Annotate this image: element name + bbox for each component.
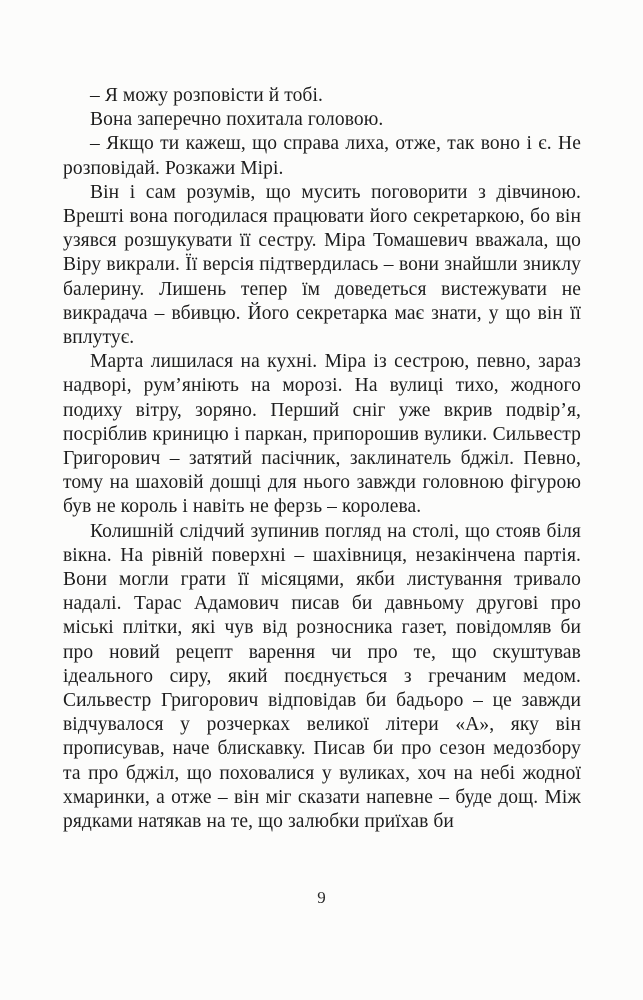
paragraph: Вона заперечно похитала головою. (90, 109, 384, 131)
paragraph: – Я можу розповісти й тобі. (90, 85, 323, 106)
paragraph: Колишній слідчий зупинив погляд на столі, що стояв біля вікна. На рівній поверхні – шахівниця, незакінчена партія. Вони могли грати її місяцями, якби листування тривало надалі. Тарас Адамович писав би давньому другові про міські плітки, які чув від розносника газет, повідомляв би про новий рецепт варення чи про те, що скуштував ідеального сиру, який поєднується з гречаним медом. Сильвестр Григорович відповідав би бадьоро – це завжди відчувалося у розчерках великої літери «А», яку він прописував, наче блискавку. Писав би про сезон медозбору та про бджіл, що поховалися у вуликах, хоч на небі жодної хмаринки, а отже – він міг сказати напевне – буде дощ. Між рядками натякав на те, що залюбки приїхав би (63, 520, 581, 833)
paragraph: Марта лишилася на кухні. Міра із сестрою, певно, зараз надворі, рум’яніють на морозі. На вулиці тихо, жодного подиху вітру, зоряно. Перший сніг уже вкрив подвір’я, посріблив криницю і паркан, припорошив вулики. Сильвестр Григорович – затятий пасічник, заклинатель бджіл. Певно, тому на шаховій дошці для нього завжди головною фігурою був не король і навіть не ферзь – королева. (63, 351, 581, 518)
page-number: 9 (317, 888, 326, 907)
paragraph: Він і сам розумів, що мусить поговорити з дівчиною. Врешті вона погодилася працювати його секретаркою, бо він узявся розшукувати її сестру. Міра Томашевич вважала, що Віру викрали. Її версія підтвердилась – вони знайшли зниклу балерину. Лишень тепер їм доведеться вистежувати не викрадача – вбивцю. Його секретарка має знати, у що він її вплутує. (63, 181, 581, 349)
page-text (63, 84, 581, 834)
paragraph: – Якщо ти кажеш, що справа лиха, отже, так воно і є. Не розповідай. Розкажи Мірі. (63, 133, 581, 179)
